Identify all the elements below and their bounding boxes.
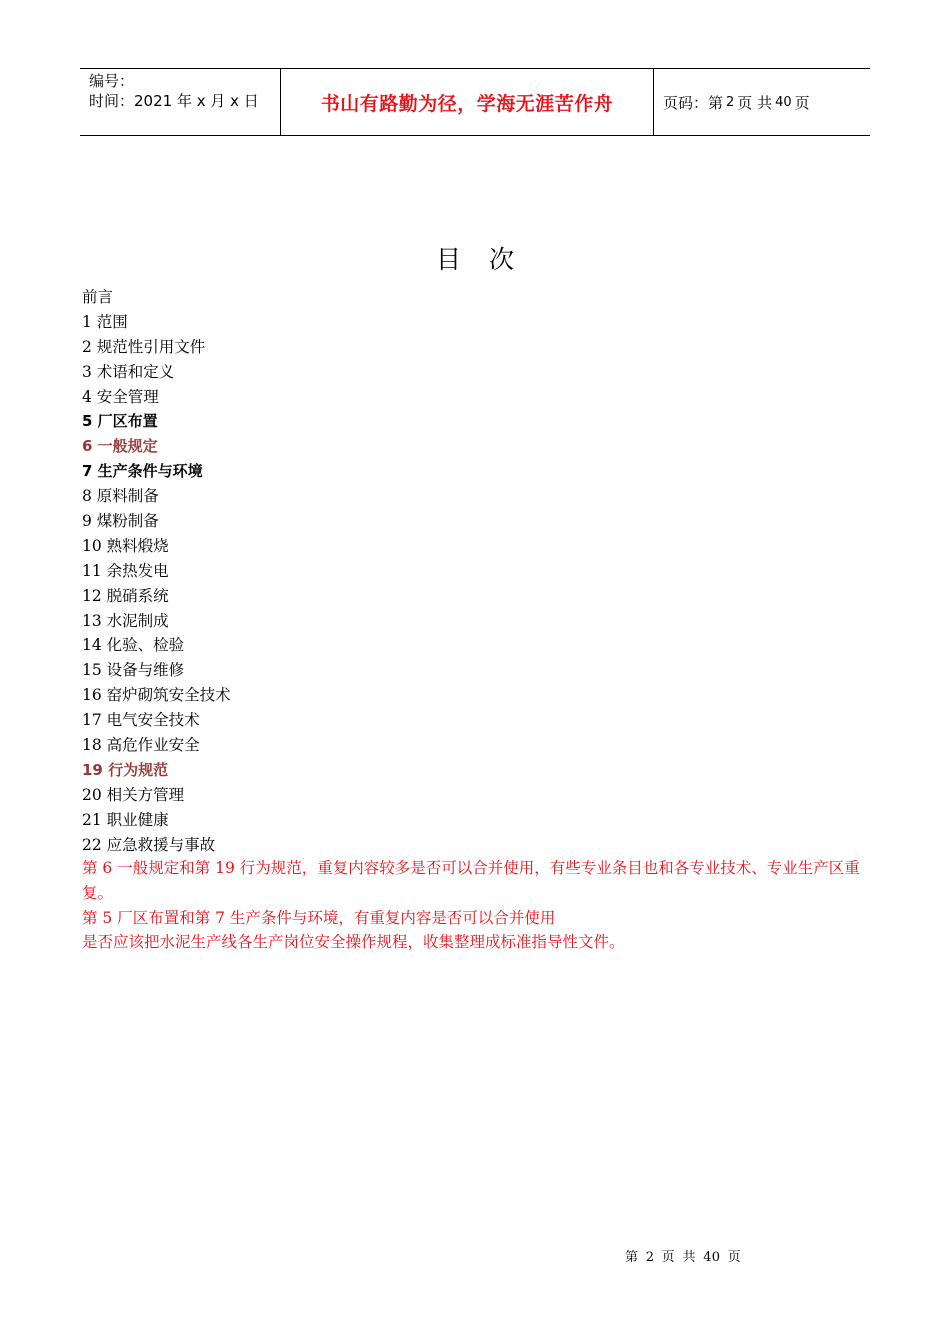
toc-item: 15 设备与维修 [82, 661, 185, 680]
review-notes [82, 856, 872, 955]
toc-item: 14 化验、检验 [82, 636, 185, 655]
page-suffix: 页 [794, 93, 810, 112]
note-paragraph: 第 6 一般规定和第 19 行为规范，重复内容较多是否可以合并使用，有些专业条目也和各专业技术、专业生产区重复。 [82, 859, 860, 902]
toc-item: 1 范围 [82, 312, 128, 331]
page-mid: 页 共 [737, 93, 773, 112]
toc-item: 17 电气安全技术 [82, 711, 200, 730]
page-footer: 第 2 页 共 40 页 [625, 1250, 742, 1265]
note-paragraph: 是否应该把水泥生产线各生产岗位安全操作规程，收集整理成标准指导性文件。 [82, 933, 625, 952]
header-motto: 书山有路勤为径，学海无涯苦作舟 [281, 69, 654, 135]
page-current: 2 [726, 94, 735, 110]
toc-item: 6 一般规定 [82, 437, 158, 456]
toc-item: 22 应急救援与事故 [82, 835, 216, 854]
page-header [80, 68, 870, 136]
table-of-contents [82, 285, 872, 857]
toc-item: 4 安全管理 [82, 387, 159, 406]
toc-item: 7 生产条件与环境 [82, 462, 203, 481]
document-number-label: 编号： [89, 72, 135, 90]
toc-item: 前言 [82, 288, 114, 306]
header-page-info [654, 69, 870, 135]
page-prefix: 页码：第 [663, 93, 724, 112]
toc-title: 目次 [435, 245, 542, 274]
toc-item: 10 熟料煅烧 [82, 536, 169, 555]
toc-item: 18 高危作业安全 [82, 736, 200, 755]
toc-item: 12 脱硝系统 [82, 586, 169, 605]
note-paragraph: 第 5 厂区布置和第 7 生产条件与环境，有重复内容是否可以合并使用 [82, 908, 556, 927]
toc-item: 9 煤粉制备 [82, 512, 159, 531]
toc-item: 13 水泥制成 [82, 611, 169, 630]
toc-item: 16 窑炉砌筑安全技术 [82, 686, 231, 705]
toc-item: 11 余热发电 [82, 561, 169, 580]
toc-item: 5 厂区布置 [82, 412, 158, 431]
page-total: 40 [775, 94, 792, 110]
document-time: 时间：2021 年 x 月 x 日 [89, 92, 259, 110]
toc-item: 2 规范性引用文件 [82, 337, 206, 356]
toc-item: 21 职业健康 [82, 810, 169, 829]
toc-item: 19 行为规范 [82, 760, 169, 779]
header-meta [80, 69, 281, 135]
toc-item: 20 相关方管理 [82, 785, 185, 804]
toc-item: 3 术语和定义 [82, 362, 175, 381]
toc-item: 8 原料制备 [82, 487, 159, 506]
